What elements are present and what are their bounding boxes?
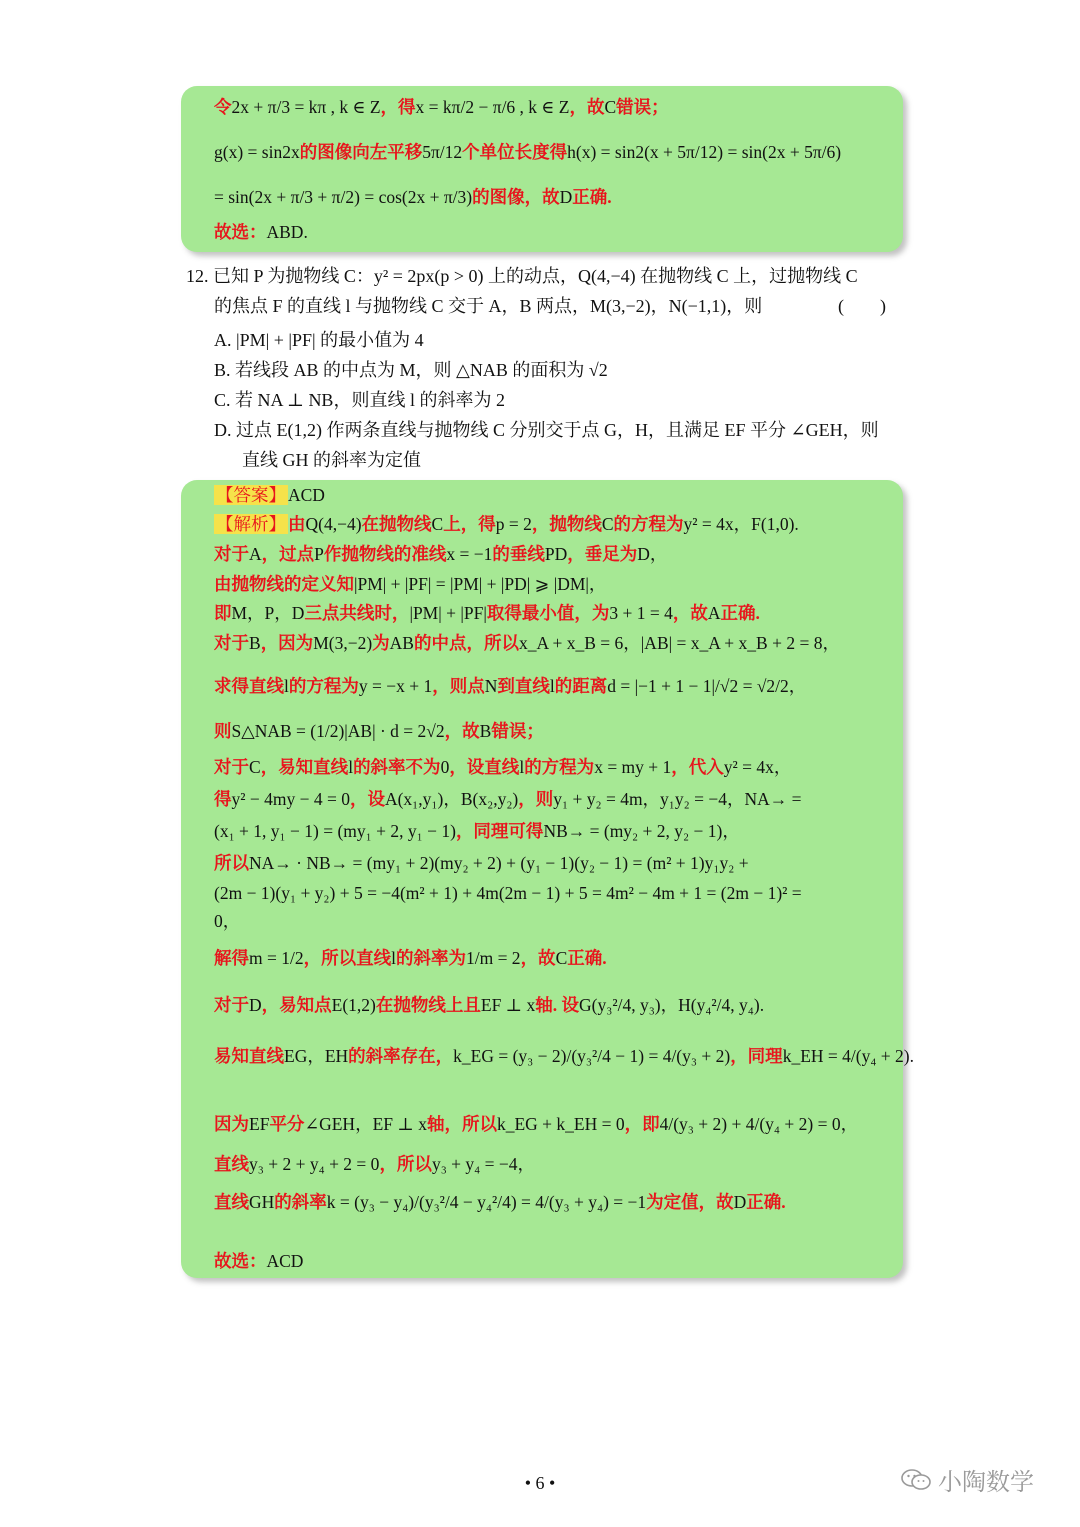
solution-line: 故选：ABD.	[214, 222, 308, 242]
solution-line: 易知直线EG，EH的斜率存在，k_EG = (y₃ − 2)/(y₃²/4 − 1) = 4/(y₃ + 2)，同理k_EH = 4/(y₄ + 2).	[214, 1046, 914, 1066]
wechat-icon	[900, 1467, 932, 1499]
solution-line: (x₁ + 1, y₁ − 1) = (my₁ + 2, y₁ − 1)，同理可得NB→ = (my₂ + 2, y₂ − 1)，	[214, 821, 740, 841]
question-stem-line: 12. 已知 P 为抛物线 C：y² = 2px(p > 0) 上的动点，Q(4,−4) 在抛物线 C 上，过抛物线 C	[186, 266, 858, 286]
solution-line: g(x) = sin2x的图像向左平移5π/12个单位长度得h(x) = sin2(x + 5π/12) = sin(2x + 5π/6)	[214, 142, 842, 162]
solution-line: 解得m = 1/2，所以直线l的斜率为1/m = 2，故C正确.	[214, 948, 607, 968]
answer-tag: 【答案】	[216, 485, 286, 505]
solution-line: (2m − 1)(y₁ + y₂) + 5 = −4(m² + 1) + 4m(2m − 1) + 5 = 4m² − 4m + 1 = (2m − 1)² =	[214, 883, 802, 903]
solution-box-previous	[181, 86, 903, 252]
solution-line: 0，	[214, 911, 241, 931]
question-stem-line: 的焦点 F 的直线 l 与抛物线 C 交于 A，B 两点，M(3,−2)，N(−1,1)，则	[214, 296, 763, 316]
solution-line: 对于B，因为M(3,−2)为AB的中点，所以x_A + x_B = 6，|AB| = x_A + x_B + 2 = 8，	[214, 633, 840, 653]
solution-line: 对于C，易知直线l的斜率不为0，设直线l的方程为x = my + 1，代入y² = 4x，	[214, 757, 792, 777]
option-b: B. 若线段 AB 的中点为 M，则 △NAB 的面积为 √2	[214, 360, 608, 380]
solution-line: 直线GH的斜率k = (y₃ − y₄)/(y₃²/4 − y₄²/4) = 4/(y₃ + y₄) = −1为定值，故D正确.	[214, 1192, 786, 1212]
solution-line: 【解析】 由Q(4,−4)在抛物线C上，得p = 2，抛物线C的方程为y² = 4x，F(1,0).	[216, 514, 799, 534]
option-d-continued: 直线 GH 的斜率为定值	[242, 450, 421, 470]
answer-parenthesis: ( )	[838, 296, 886, 316]
solution-line: 直线y₃ + 2 + y₄ + 2 = 0，所以y₃ + y₄ = −4，	[214, 1154, 535, 1174]
page-number: • 6 •	[524, 1473, 556, 1493]
solution-line: 对于A，过点P作抛物线的准线x = −1的垂线PD，垂足为D，	[214, 544, 668, 564]
solution-line: 即M，P，D三点共线时，|PM| + |PF|取得最小值，为3 + 1 = 4，故A正确.	[214, 603, 760, 623]
option-c: C. 若 NA ⊥ NB，则直线 l 的斜率为 2	[214, 390, 505, 410]
solution-line: 令2x + π/3 = kπ , k ∈ Z，得x = kπ/2 − π/6 , k ∈ Z，故C错误；	[214, 97, 669, 117]
solution-line: = sin(2x + π/3 + π/2) = cos(2x + π/3)的图像，故D正确.	[214, 187, 612, 207]
answer-line	[214, 484, 325, 506]
solution-line: 得y² − 4my − 4 = 0，设A(x₁,y₁)，B(x₂,y₂)，则y₁ + y₂ = 4m，y₁y₂ = −4，NA→ =	[214, 789, 802, 809]
solution-box	[181, 480, 914, 1278]
option-d: D. 过点 E(1,2) 作两条直线与抛物线 C 分别交于点 G，H，且满足 EF 平分 ∠GEH，则	[214, 420, 879, 440]
solution-line: 求得直线l的方程为y = −x + 1，则点N到直线l的距离d = |−1 + 1 − 1|/√2 = √2/2，	[214, 676, 807, 696]
option-a: A. |PM| + |PF| 的最小值为 4	[214, 330, 424, 350]
watermark-text: 小陶数学	[938, 1468, 1034, 1496]
analysis-tag: 【解析】	[216, 514, 286, 534]
solution-line: 因为EF平分∠GEH，EF ⊥ x轴，所以k_EG + k_EH = 0，即4/(y₃ + 2) + 4/(y₄ + 2) = 0，	[214, 1114, 859, 1134]
solution-line: 对于D，易知点E(1,2)在抛物线上且EF ⊥ x轴. 设G(y₃²/4, y₃)，H(y₄²/4, y₄).	[214, 995, 765, 1015]
answer-value: ACD	[288, 485, 325, 505]
solution-line: 则S△NAB = (1/2)|AB| · d = 2√2，故B错误；	[214, 721, 544, 741]
watermark	[900, 1462, 1034, 1499]
solution-line: 所以NA→ · NB→ = (my₁ + 2)(my₂ + 2) + (y₁ − 1)(y₂ − 1) = (m² + 1)y₁y₂ +	[214, 853, 749, 873]
solution-line: 故选：ACD	[214, 1251, 304, 1271]
solution-line: 由抛物线的定义知|PM| + |PF| = |PM| + |PD| ⩾ |DM|，	[214, 574, 607, 594]
